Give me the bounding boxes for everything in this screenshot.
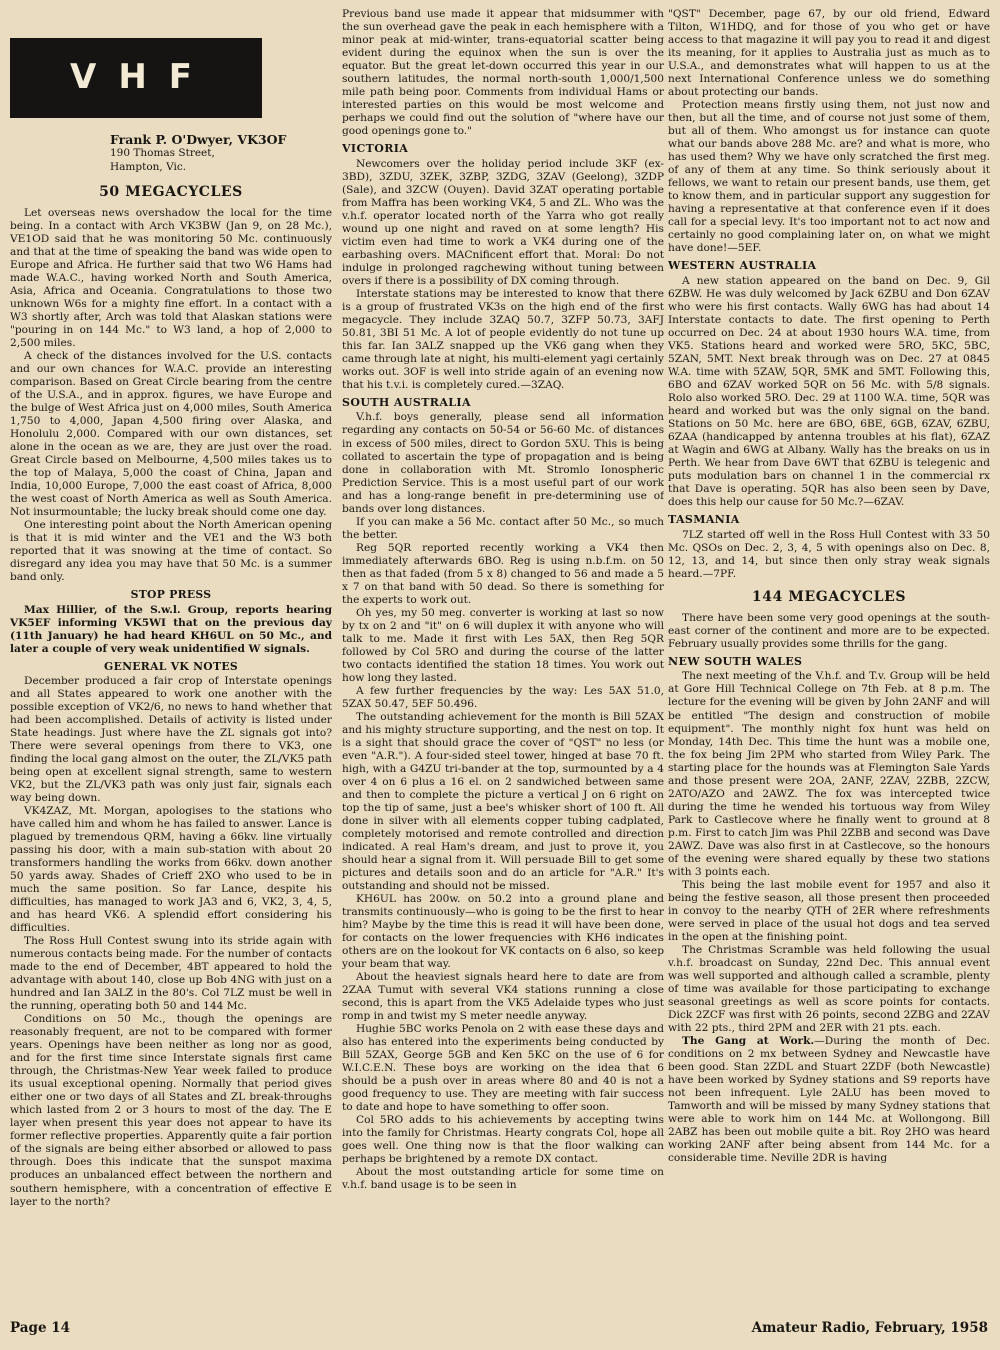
- heading-tasmania: TASMANIA: [668, 513, 740, 527]
- paragraph: The next meeting of the V.h.f. and T.v. Group will be held at Gore Hill Technical College on 7th Feb. at 8 p.m. The lecture for the evening will be given by John 2ANF and will be entitled "The design and construction of mobile equipment". The monthly night fox hunt was held on Monday, 14th Dec. This time the hunt was a mobile one, the fox being Jim 2PM who started from Wiley Park. The starting place for the hounds was at Flemington Sale Yards and those present were 2OA, 2ANF, 2ZAV, 2ZBB, 2ZCW, 2ATO/AZO and 2AWZ. The fox was intercepted twice during the time he wended his tortuous way from Wiley Park to Castlecove where he finally went to ground at 8 p.m. First to catch Jim was Phil 2ZBB and second was Dave 2AWZ. Dave was also first in at Castlecove, so the honours of the evening were shared equally by these two stations with 3 points each.: [668, 670, 990, 878]
- paragraph: There have been some very good openings at the south-east corner of the continent and more are to be expected. February usually provides some thrills for the gang.: [668, 611, 990, 650]
- paragraph: The Christmas Scramble was held following the usual v.h.f. broadcast on Sunday, 22nd Dec. This annual event was well supported and although called a scramble, plenty of time was available for those participating to exchange seasonal greetings as well as score points for contacts. Dick 2ZCF was first with 26 points, second 2ZBG and 2ZAV with 22 pts., third 2PM and 2ER with 21 pts. each.: [668, 943, 990, 1034]
- paragraph: December produced a fair crop of Interstate openings and all States appeared to work one another with the possible exception of VK2/6, no news to hand whether that had been accomplished. Details of activity is listed under State headings. Just where have the ZL signals got into? There were several openings from there to VK3, one finding the local gang almost on the outer, the ZL/VK5 path being open at excellent signal strength, same to western VK2, but the ZL/VK3 path was only just fair, signals each way being down.: [10, 674, 332, 805]
- paragraph: One interesting point about the North American opening is that it is mid winter and the VE1 and the W3 both reported that it was snowing at the time of contact. So disregard any idea you may have that 50 Mc. is a summer band only.: [10, 519, 332, 584]
- heading-144-megacycles: 144 MEGACYCLES: [751, 588, 907, 605]
- heading-50-megacycles: 50 MEGACYCLES: [99, 183, 243, 200]
- paragraph: 7LZ started off well in the Ross Hull Contest with 33 50 Mc. QSOs on Dec. 2, 3, 4, 5 with openings also on Dec. 8, 12, 13, and 14, but since then only stray weak signals heard.—7PF.: [668, 528, 990, 580]
- paragraph: [668, 1035, 990, 1165]
- paragraph: Col 5RO adds to his achievements by accepting twins into the family for Christmas. Hearty congrats Col, hope all goes well. One thing now is that the floor walking can perhaps be brightened by a remote DX contact.: [342, 1114, 664, 1166]
- paragraph: If you can make a 56 Mc. contact after 50 Mc., so much the better.: [342, 515, 664, 541]
- column-3: [668, 8, 990, 1313]
- page-footer: [0, 1320, 1000, 1344]
- paragraph: KH6UL has 200w. on 50.2 into a ground plane and transmits continuously—who is going to be the first to hear him? Maybe by the time this is read it will have been done, for contacts on the lower frequencies with KH6 indicates others are on the lookout for VK contacts on 6 also, so keep your beam that way.: [342, 893, 664, 971]
- heading-victoria: VICTORIA: [342, 142, 409, 156]
- paragraph: The outstanding achievement for the month is Bill 5ZAX and his mighty structure supporting, and the nest on top. It is a sight that should grace the cover of "QST" no less (or even "A.R."). A four-sided steel tower, hinged at base 70 ft. high, with a G4ZU tri-bander at the top, surmounted by a 4 over 4 on 6 plus a 16 el. on 2 sandwiched between same and then to complete the picture a vertical J on 6 right on top the tip of same, just a bee's whisker short of 100 ft. All done in silver with all elements copper tubing cadplated, completely motorised and remote controlled and direction indicated. A real Ham's dream, and just to prove it, you should hear a signal from it. Will persuade Bill to get some pictures and details soon and do an article for "A.R." It's outstanding and should not be missed.: [342, 710, 664, 893]
- paragraph: A few further frequencies by the way: Les 5AX 51.0, 5ZAX 50.47, 5EF 50.496.: [342, 684, 664, 710]
- paragraph: Hughie 5BC works Penola on 2 with ease these days and also has entered into the experiments being conducted by Bill 5ZAX, George 5GB and Ken 5KC on the use of 6 for W.I.C.E.N. These boys are working on the idea that 6 should be a push over in areas where 80 and 40 is not a good frequency to use. They are meeting with fair success to date and hope to have something to offer soon.: [342, 1023, 664, 1114]
- heading-general-vk-notes: GENERAL VK NOTES: [104, 659, 238, 673]
- paragraph: About the heaviest signals heard here to date are from 2ZAA Tumut with several VK4 stations running a close second, this is apart from the VK5 Adelaide types who just romp in and twist my S meter needle anyway.: [342, 971, 664, 1023]
- heading-western-australia: WESTERN AUSTRALIA: [668, 259, 817, 273]
- heading-south-australia: SOUTH AUSTRALIA: [342, 395, 471, 409]
- paragraph-text: —During the month of Dec. conditions on 2 mx between Sydney and Newcastle have been good. Stan 2ZDL and Stuart 2ZDF (both Newcastle) have been worked by Sydney stations and S9 reports have not been infrequent. Lyle 2ALU has been moved to Tamworth and will be missed by many Sydney stations that were able to work him on 144 Mc. at Wollongong. Bill 2ABZ has been out mobile quite a bit. Roy 2HO was heard working 2ANF after being absent from 144 Mc. for a considerable time. Neville 2DR is having: [668, 1034, 990, 1165]
- paragraph-lead-in: The Gang at Work.: [682, 1034, 815, 1047]
- paragraph: Newcomers over the holiday period include 3KF (ex-3BD), 3ZDU, 3ZEK, 3ZBP, 3ZDG, 3ZAV (Geelong), 3ZDP (Sale), and 3ZCW (Ouyen). David 3ZAT operating portable from Maffra has been working VK4, 5 and ZL. Who was the v.h.f. operator located north of the Yarra who got really wound up one night and raved on at some length? His victim even had time to work a VK4 during one of the earbashing overs. MACnificent effort that. Moral: Do not indulge in prolonged ragchewing without tuning between overs if there is a possibility of DX coming through.: [342, 157, 664, 287]
- heading-new-south-wales: NEW SOUTH WALES: [668, 654, 803, 668]
- paragraph: Reg 5QR reported recently working a VK4 then immediately afterwards 6BO. Reg is using n.b.f.m. on 50 then as that faded (from 5 x 8) changed to 56 and made a 5 x 7 on that band with 50 dead. So there is something for the experts to work out.: [342, 541, 664, 606]
- paragraph: "QST" December, page 67, by our old friend, Edward Tilton, W1HDQ, and for those of you who get or have access to that magazine it will pay you to read it and digest its meaning, for it applies to Australia just as much as to U.S.A., and demonstrates what will happen to us at the next International Conference unless we do something about protecting our bands.: [668, 8, 990, 99]
- paragraph: V.h.f. boys generally, please send all information regarding any contacts on 50-54 or 56-60 Mc. of distances in excess of 500 miles, direct to Gordon 5XU. This is being collated to ascertain the type of propagation and is being done in collaboration with Mt. Stromlo Ionospheric Prediction Service. This is a most useful part of our work and has a long-range benefit in pre-determining use of bands over long distances.: [342, 411, 664, 515]
- paragraph: Interstate stations may be interested to know that there is a group of frustrated VK3s on the high end of the first megacycle. They include 3ZAQ 50.7, 3ZFP 50.73, 3AFJ 50.81, 3BI 51 Mc. A lot of people evidently do not tune up this far. Ian 3ALZ snapped up the VK6 gang when they came through late at night, his multi-element yagi certainly works out. 3OF is well into stride again of an evening now that his t.v.i. is completely cured.—3ZAQ.: [342, 287, 664, 391]
- author-byline: [110, 132, 332, 174]
- paragraph: VK4ZAZ, Mt. Morgan, apologises to the stations who have called him and whom he has failed to answer. Lance is plagued by tremendous QRM, having a 66kv. line virtually passing his door, with a main sub-station with about 20 transformers handling the works from 66kv. down another 50 yards away. Shades of Crieff 2XO who used to be in much the same position. So far Lance, despite his difficulties, has managed to work JA3 and 6, VK2, 3, 4, 5, and has heard VK6. A splendid effort considering his difficulties.: [10, 805, 332, 935]
- page-number: Page 14: [10, 1320, 71, 1336]
- paragraph: The Ross Hull Contest swung into its stride again with numerous contacts being made. For the number of contacts made to the end of December, 4BT appeared to hold the advantage with about 140, close up Bob 4NG with just on a hundred and Ian 3ALZ in the 80's. Col 7LZ must be well in the running, operating both 50 and 144 Mc.: [10, 935, 332, 1013]
- stop-press-paragraph: Max Hillier, of the S.w.l. Group, reports hearing VK5EF informing VK5WI that on the previous day (11th January) he had heard KH6UL on 50 Mc., and later a couple of very weak unidentified W signals.: [10, 603, 332, 655]
- section-title-banner: VHF: [10, 38, 262, 118]
- heading-stop-press: STOP PRESS: [130, 588, 212, 602]
- column-1: [10, 8, 332, 1313]
- paragraph: Protection means firstly using them, not just now and then, but all the time, and of course not just some of them, but all of them. Who amongst us for instance can quote what our bands above 288 Mc. are? and what is more, who has used them? Why we have only scratched the first meg. of any of them at any time. So think seriously about it fellows, we want to retain our present bands, use them, get to know them, and in particular support any suggestion for having a representative at that conference even if it does call for a special levy. It's too important not to act now and certainly no good complaining later on, on what we might have done!—5EF.: [668, 99, 990, 255]
- paragraph: A new station appeared on the band on Dec. 9, Gil 6ZBW. He was duly welcomed by Jack 6ZBU and Don 6ZAV who were his first contacts. Wally 6WG has had about 14 Interstate contacts to date. The first opening to Perth occurred on Dec. 24 at about 1930 hours W.A. time, from VK5. Stations heard and worked were 5RO, 5KC, 5BC, 5ZAN, 5MT. Next break through was on Dec. 27 at 0845 W.A. time with 5ZAW, 5QR, 5MK and 5MT. Following this, 6BO and 6ZAV worked 5QR on 56 Mc. with 5/8 signals. Rolo also worked 5RO. Dec. 29 at 1100 W.A. time, 5QR was heard and worked but was the only signal on the band. Stations on 50 Mc. here are 6BO, 6BE, 6GB, 6ZAV, 6ZBU, 6ZAA (handicapped by antenna troubles at his flat), 6ZAZ at Wagin and 6WG at Albany. Wally has the breaks on us in Perth. We hear from Dave 6WT that 6ZBU is telegenic and puts modulation bars on channel 1 in the commercial rx that Dave is operating. 5QR has also been seen by Dave, does this help our cause for 50 Mc.?—6ZAV.: [668, 274, 990, 509]
- author-address-line-2: Hampton, Vic.: [110, 160, 187, 173]
- publication-line: Amateur Radio, February, 1958: [751, 1320, 988, 1336]
- paragraph: Oh yes, my 50 meg. converter is working at last so now by tx on 2 and "it" on 6 will duplex it with anyone who will talk to me. Made it first with Les 5AX, then Reg 5QR followed by Col 5RO and during the course of the latter two contacts identified the station 18 times. You work out how long they lasted.: [342, 606, 664, 684]
- author-name: Frank P. O'Dwyer, VK3OF: [110, 132, 287, 147]
- author-address-line-1: 190 Thomas Street,: [110, 147, 215, 160]
- paragraph: Conditions on 50 Mc., though the openings are reasonably frequent, are not to be compared with former years. Openings have been neither as long nor as good, and for the first time since Interstate signals first came through, the Christmas-New Year week failed to produce its usual exceptional opening. Normally that period gives either one or two days of all States and ZL break-throughs which lasted from 2 or 3 hours to most of the day. The E layer when present this year does not appear to have its former reflective properties. Apparently quite a fair portion of the signals are being either absorbed or allowed to pass through. Does this indicate that the sunspot maxima produces an unbalanced effect between the northern and southern hemisphere, with a concentration of effective E layer to the north?: [10, 1013, 332, 1208]
- paragraph: Let overseas news overshadow the local for the time being. In a contact with Arch VK3BW (Jan 9, on 28 Mc.), VE1OD said that he was monitoring 50 Mc. continuously and that at the time of speaking the band was wide open to Europe and Africa. He further said that two W6 Hams had made W.A.C., having worked North and South America, Asia, Africa and Oceania. Congratulations to those two unknown W6s for a mighty fine effort. In a contact with a W3 shortly after, Arch was told that Alaskan stations were "pouring in on 144 Mc." to W3 land, a hop of 2,000 to 2,500 miles.: [10, 206, 332, 349]
- column-2: [342, 8, 664, 1313]
- paragraph: Previous band use made it appear that midsummer with the sun overhead gave the peak in each hemisphere with a minor peak at mid-winter, trans-equatorial scatter being evident during the equinox when the sun is over the equator. But the great let-down occurred this year in our southern latitudes, the normal north-south 1,000/1,500 mile path being poor. Comments from individual Hams or interested parties on this would be most welcome and perhaps we could find out the solution of "where have our good openings gone to.": [342, 8, 664, 138]
- paragraph: A check of the distances involved for the U.S. contacts and our own chances for W.A.C. provide an interesting comparison. Based on Great Circle bearing from the centre of the U.S.A., and in approx. figures, we have Europe and the bulge of West Africa just on 4,000 miles, South America 1,750 to 4,000, Japan 4,500 firing over Alaska, and Honolulu 2,000. Compared with our own distances, set alone in the ocean as we are, they are just over the road. Great Circle based on Melbourne, 4,500 miles takes us to the top of Malaya, 5,000 the coast of China, Japan and India, 10,000 Europe, 7,000 the east coast of Africa, 8,000 the west coast of North America as well as South America. Not insurmountable; the lucky break should come one day.: [10, 350, 332, 519]
- paragraph: This being the last mobile event for 1957 and also it being the festive season, all those present then proceeded in convoy to the nearby QTH of 2ER where refreshments were served in place of the usual hot dogs and tea served in the open at the finishing point.: [668, 878, 990, 943]
- paragraph: About the most outstanding article for some time on v.h.f. band usage is to be seen in: [342, 1166, 664, 1192]
